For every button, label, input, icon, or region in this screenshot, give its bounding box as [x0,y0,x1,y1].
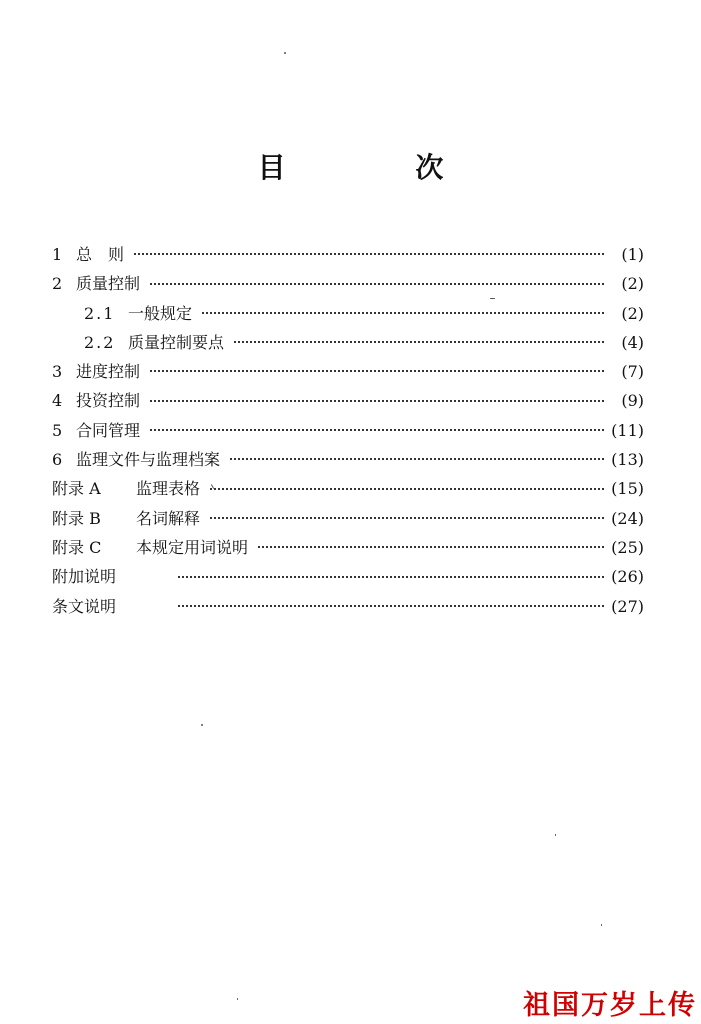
toc-entry[interactable] [52,269,644,298]
toc-subentry[interactable] [52,299,644,328]
toc-entry-page: (2) [621,274,644,294]
dot-leader [234,341,604,343]
toc-entry-label: 附加说明 [52,567,117,587]
toc-entry-number: 3 [52,362,63,382]
toc-entry[interactable] [52,592,644,621]
dot-leader [210,488,604,490]
dot-leader [258,546,604,548]
toc-entry-number: 2.1 [84,303,116,323]
dot-leader [134,253,604,255]
toc-entry[interactable] [52,386,644,415]
toc-entry-page: (24) [611,508,644,528]
toc-appendix[interactable] [52,504,644,533]
toc-entry-page: (2) [621,303,644,323]
toc-entry-number: 附录 B [52,508,101,528]
toc-appendix[interactable] [52,474,644,503]
toc-entry-label: 名词解释 [136,508,201,528]
dot-leader [230,458,604,460]
toc-entry-page: (15) [611,479,644,499]
dot-leader [178,576,604,578]
dot-leader [150,429,604,431]
toc-entry-number: 2.2 [84,332,116,352]
dot-leader [150,370,604,372]
toc-entry-label: 一般规定 [128,303,193,323]
dot-leader [210,517,604,519]
toc-entry-page: (26) [611,567,644,587]
toc-entry-number: 5 [52,420,63,440]
scan-speck [490,298,495,299]
table-of-contents [52,240,644,621]
dot-leader [202,312,604,314]
toc-entry-page: (13) [611,450,644,470]
toc-entry-label: 进度控制 [76,362,141,382]
toc-entry-label: 条文说明 [52,596,117,616]
scan-speck [201,724,203,726]
scan-speck [284,52,286,54]
dot-leader [150,283,604,285]
toc-entry-label: 总 则 [76,245,125,264]
toc-entry-page: (11) [611,420,644,440]
dot-leader [178,605,604,607]
toc-entry-label: 监理文件与监理档案 [76,450,221,470]
toc-entry-page: (27) [611,596,644,616]
toc-appendix[interactable] [52,533,644,562]
toc-entry-page: (25) [611,537,644,557]
toc-entry[interactable] [52,240,644,269]
scan-speck [555,834,556,836]
toc-entry[interactable] [52,445,644,474]
toc-entry-label: 本规定用词说明 [136,537,249,557]
upload-watermark: 祖国万岁上传 [523,990,697,1021]
toc-entry[interactable] [52,357,644,386]
toc-entry-label: 监理表格 [136,479,201,499]
toc-entry-number: 附录 C [52,537,102,557]
toc-entry-number: 2 [52,274,63,294]
scan-speck [601,924,602,926]
toc-entry-label: 合同管理 [76,420,141,440]
page-title: 目 次 [257,151,504,184]
toc-entry-number: 6 [52,450,63,470]
toc-entry-label: 质量控制 [76,274,141,294]
dot-leader [150,400,604,402]
toc-entry-number: 附录 A [52,479,101,499]
toc-entry-page: (9) [621,391,644,411]
toc-entry-number: 4 [52,391,63,411]
toc-entry-page: (1) [621,245,644,264]
toc-subentry[interactable] [52,328,644,357]
toc-entry-page: (7) [621,362,644,382]
toc-entry[interactable] [52,562,644,591]
toc-entry[interactable] [52,416,644,445]
toc-entry-label: 质量控制要点 [128,332,225,352]
toc-entry-number: 1 [52,245,63,264]
scan-speck [237,998,238,1000]
toc-entry-page: (4) [621,332,644,352]
toc-entry-label: 投资控制 [76,391,141,411]
